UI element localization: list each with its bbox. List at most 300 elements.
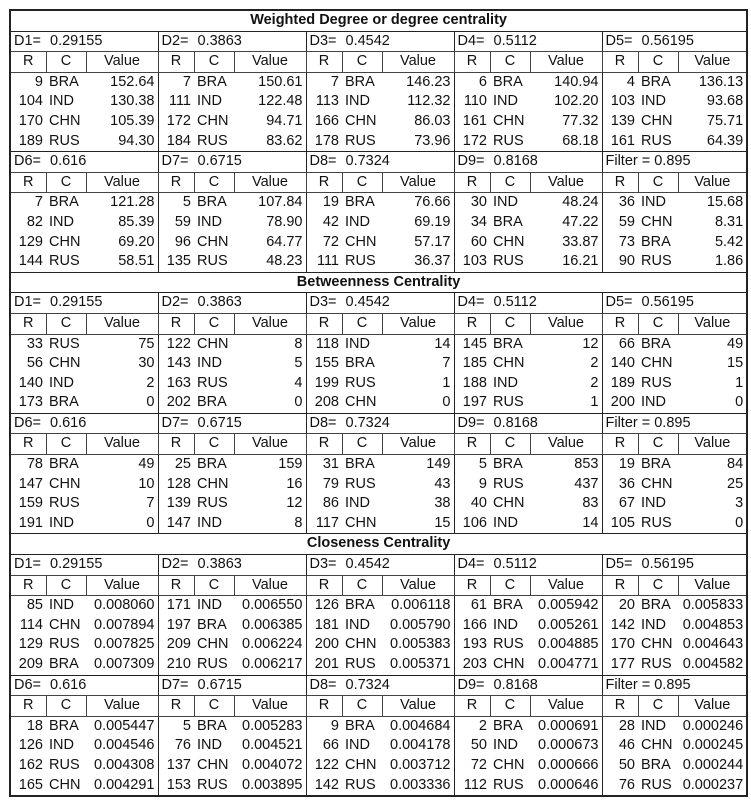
rank-cell: 42 <box>306 213 342 233</box>
value-cell: 122.48 <box>234 92 306 112</box>
country-cell: IND <box>46 514 86 534</box>
country-cell: RUS <box>194 776 234 797</box>
country-cell: IND <box>197 93 222 110</box>
column-header-value: Value <box>382 313 454 334</box>
rank-cell: 103 <box>602 92 638 112</box>
column-header-c: C <box>638 313 678 334</box>
threshold-header <box>454 31 602 52</box>
rank-cell: 142 <box>306 776 342 797</box>
threshold-label: D7= <box>161 414 189 431</box>
rank-cell: 137 <box>158 756 194 776</box>
rank-cell: 147 <box>158 514 194 534</box>
column-header-value: Value <box>382 52 454 73</box>
country-cell: IND <box>493 194 518 211</box>
rank-cell: 129 <box>10 233 46 253</box>
rank-cell: 9 <box>306 716 342 736</box>
rank-cell: 200 <box>602 393 638 413</box>
value-cell: 0.007825 <box>86 635 158 655</box>
rank-cell: 165 <box>10 776 46 797</box>
threshold-header <box>10 555 158 576</box>
threshold-value: 0.5112 <box>493 556 537 573</box>
column-header-r: R <box>306 434 342 455</box>
rank-cell: 61 <box>454 596 490 616</box>
column-header-value: Value <box>382 575 454 596</box>
country-cell: CHN <box>342 514 382 534</box>
rank-cell: 142 <box>602 616 638 636</box>
threshold-label: D5= <box>605 32 633 49</box>
threshold-value: 0.8168 <box>493 414 538 431</box>
country-cell: RUS <box>342 132 382 152</box>
rank-cell: 166 <box>454 616 490 636</box>
value-cell: 0.000246 <box>678 716 747 736</box>
rank-cell: 143 <box>158 354 194 374</box>
country-cell: BRA <box>49 717 79 734</box>
country-cell: CHN <box>197 112 229 129</box>
rank-cell: 145 <box>454 334 490 354</box>
rank-cell: 161 <box>454 112 490 132</box>
threshold-value: 0.56195 <box>641 294 694 311</box>
column-header-value: Value <box>678 313 747 334</box>
rank-cell: 171 <box>158 596 194 616</box>
country-cell: IND <box>194 514 234 534</box>
table-row <box>10 455 747 475</box>
threshold-header <box>158 675 306 696</box>
country-cell: BRA <box>493 456 523 473</box>
threshold-label: D8= <box>309 676 337 693</box>
threshold-value: 0.6715 <box>197 676 242 693</box>
column-header-value: Value <box>382 172 454 193</box>
value-cell: 1 <box>382 374 454 394</box>
rank-cell: 33 <box>10 334 46 354</box>
column-header-value: Value <box>530 313 602 334</box>
value-cell: 0.000691 <box>530 716 602 736</box>
country-cell: IND <box>638 393 678 413</box>
country-cell: RUS <box>342 252 382 272</box>
country-cell: BRA <box>46 655 86 675</box>
column-header-value: Value <box>530 434 602 455</box>
column-header-c: C <box>638 696 678 717</box>
column-header-value: Value <box>86 172 158 193</box>
column-header-c: C <box>194 696 234 717</box>
threshold-label: D3= <box>309 556 337 573</box>
rank-cell: 59 <box>602 213 638 233</box>
country-cell: BRA <box>49 194 79 211</box>
rank-cell: 172 <box>158 112 194 132</box>
country-cell: IND <box>345 737 370 754</box>
table-row <box>10 354 747 374</box>
value-cell: 77.32 <box>530 112 602 132</box>
rank-cell: 200 <box>306 635 342 655</box>
country-cell: CHN <box>49 475 81 492</box>
value-cell: 102.20 <box>530 92 602 112</box>
value-cell: 0.003712 <box>382 756 454 776</box>
rank-cell: 36 <box>602 193 638 213</box>
country-cell: IND <box>49 93 74 110</box>
rank-cell: 34 <box>454 213 490 233</box>
column-header-r: R <box>454 313 490 334</box>
value-cell: 10 <box>86 475 158 495</box>
country-cell: IND <box>345 213 370 230</box>
rank-cell: 117 <box>306 514 342 534</box>
column-header-r: R <box>306 696 342 717</box>
country-cell: IND <box>197 213 222 230</box>
country-cell: BRA <box>345 355 375 372</box>
threshold-header <box>10 31 158 52</box>
rank-cell: 50 <box>454 736 490 756</box>
rank-cell: 163 <box>158 374 194 394</box>
value-cell: 85.39 <box>86 213 158 233</box>
value-cell: 0.000237 <box>678 776 747 797</box>
threshold-label: D6= <box>14 414 42 431</box>
country-cell: BRA <box>493 73 523 90</box>
threshold-value: 0.3863 <box>197 32 242 49</box>
country-cell: IND <box>49 737 74 754</box>
country-cell: RUS <box>197 374 228 391</box>
country-cell: BRA <box>197 616 227 633</box>
value-cell: 94.71 <box>234 112 306 132</box>
country-cell: IND <box>49 597 74 614</box>
section-title-closeness-centrality: Closeness Centrality <box>10 534 747 555</box>
column-header-value: Value <box>86 696 158 717</box>
column-header-c: C <box>46 434 86 455</box>
column-header-r: R <box>602 434 638 455</box>
value-cell: 47.22 <box>530 213 602 233</box>
value-cell: 2 <box>530 354 602 374</box>
section-title-row <box>10 534 747 555</box>
column-header-c: C <box>490 313 530 334</box>
country-cell: CHN <box>49 355 81 372</box>
value-cell: 0.004072 <box>234 756 306 776</box>
threshold-value: 0.7324 <box>345 676 390 693</box>
value-cell: 68.18 <box>530 132 602 152</box>
threshold-header <box>306 293 454 314</box>
country-cell: CHN <box>345 233 377 250</box>
rank-cell: 193 <box>454 635 490 655</box>
threshold-label: D9= <box>457 153 485 170</box>
rank-cell: 139 <box>158 494 194 514</box>
threshold-value: 0.3863 <box>197 294 242 311</box>
rank-cell: 7 <box>306 72 342 92</box>
country-cell: RUS <box>46 132 86 152</box>
value-cell: 2 <box>530 374 602 394</box>
rank-cell: 111 <box>158 92 194 112</box>
column-header-value: Value <box>678 434 747 455</box>
column-header-c: C <box>194 52 234 73</box>
column-header-c: C <box>490 434 530 455</box>
column-header-row <box>10 696 747 717</box>
threshold-value: 0.5112 <box>493 32 537 49</box>
threshold-header <box>306 413 454 434</box>
value-cell: 12 <box>234 494 306 514</box>
threshold-label: D8= <box>309 153 337 170</box>
threshold-label: D2= <box>161 32 189 49</box>
country-cell: BRA <box>345 456 375 473</box>
country-cell: RUS <box>49 756 80 773</box>
rank-cell: 112 <box>454 776 490 797</box>
value-cell: 0.004546 <box>86 736 158 756</box>
country-cell: CHN <box>490 655 530 675</box>
rank-cell: 210 <box>158 655 194 675</box>
rank-cell: 129 <box>10 635 46 655</box>
threshold-header-row <box>10 675 747 696</box>
threshold-value: 0.56195 <box>641 556 694 573</box>
value-cell: 75.71 <box>678 112 747 132</box>
column-header-row <box>10 575 747 596</box>
table-row <box>10 475 747 495</box>
column-header-c: C <box>46 172 86 193</box>
rank-cell: 5 <box>158 716 194 736</box>
threshold-value: 0.56195 <box>641 32 694 49</box>
country-cell: BRA <box>641 233 671 250</box>
country-cell: CHN <box>345 756 377 773</box>
rank-cell: 72 <box>454 756 490 776</box>
value-cell: 140.94 <box>530 72 602 92</box>
value-cell: 8 <box>234 334 306 354</box>
threshold-header <box>158 413 306 434</box>
rank-cell: 60 <box>454 233 490 253</box>
column-header-r: R <box>454 172 490 193</box>
column-header-value: Value <box>234 313 306 334</box>
value-cell: 7 <box>86 494 158 514</box>
column-header-c: C <box>46 52 86 73</box>
column-header-c: C <box>638 52 678 73</box>
value-cell: 0.004684 <box>382 716 454 736</box>
table-row <box>10 374 747 394</box>
rank-cell: 202 <box>158 393 194 413</box>
threshold-header <box>602 413 747 434</box>
value-cell: 16.21 <box>530 252 602 272</box>
rank-cell: 140 <box>10 374 46 394</box>
value-cell: 2 <box>86 374 158 394</box>
country-cell: RUS <box>638 252 678 272</box>
country-cell: RUS <box>197 495 228 512</box>
threshold-value: 0.8168 <box>493 153 538 170</box>
value-cell: 0.000673 <box>530 736 602 756</box>
country-cell: RUS <box>345 374 376 391</box>
threshold-header-row <box>10 555 747 576</box>
rank-cell: 208 <box>306 393 342 413</box>
column-header-c: C <box>490 172 530 193</box>
rank-cell: 172 <box>454 132 490 152</box>
value-cell: 64.77 <box>234 233 306 253</box>
threshold-value: 0.29155 <box>50 294 103 311</box>
value-cell: 3 <box>678 494 747 514</box>
column-header-value: Value <box>530 172 602 193</box>
threshold-label: Filter = 0.895 <box>605 153 691 170</box>
country-cell: IND <box>345 335 370 352</box>
rank-cell: 7 <box>10 193 46 213</box>
column-header-c: C <box>342 696 382 717</box>
column-header-value: Value <box>86 313 158 334</box>
column-header-r: R <box>10 313 46 334</box>
rank-cell: 9 <box>10 72 46 92</box>
value-cell: 0.006550 <box>234 596 306 616</box>
value-cell: 0 <box>678 393 747 413</box>
value-cell: 0.004771 <box>530 655 602 675</box>
column-header-value: Value <box>234 52 306 73</box>
column-header-r: R <box>602 575 638 596</box>
column-header-r: R <box>158 434 194 455</box>
country-cell: BRA <box>197 717 227 734</box>
value-cell: 14 <box>530 514 602 534</box>
country-cell: BRA <box>194 393 234 413</box>
table-row <box>10 252 747 272</box>
threshold-label: D2= <box>161 294 189 311</box>
rank-cell: 36 <box>602 475 638 495</box>
rank-cell: 66 <box>602 334 638 354</box>
column-header-c: C <box>46 313 86 334</box>
rank-cell: 7 <box>158 72 194 92</box>
threshold-label: D5= <box>605 556 633 573</box>
threshold-value: 0.616 <box>50 414 87 431</box>
rank-cell: 9 <box>454 475 490 495</box>
value-cell: 0.005383 <box>382 635 454 655</box>
table-row <box>10 393 747 413</box>
country-cell: BRA <box>493 717 523 734</box>
value-cell: 105.39 <box>86 112 158 132</box>
country-cell: RUS <box>490 252 530 272</box>
value-cell: 33.87 <box>530 233 602 253</box>
table-row <box>10 92 747 112</box>
value-cell: 0 <box>86 393 158 413</box>
threshold-value: 0.29155 <box>50 556 103 573</box>
value-cell: 149 <box>382 455 454 475</box>
value-cell: 0.004521 <box>234 736 306 756</box>
column-header-value: Value <box>234 575 306 596</box>
country-cell: RUS <box>493 475 524 492</box>
column-header-r: R <box>10 434 46 455</box>
section-title-weighted-degree-or-degree-centrality: Weighted Degree or degree centrality <box>10 10 747 31</box>
rank-cell: 139 <box>602 112 638 132</box>
country-cell: RUS <box>49 335 80 352</box>
value-cell: 0.006118 <box>382 596 454 616</box>
threshold-value: 0.7324 <box>345 153 390 170</box>
rank-cell: 203 <box>454 655 490 675</box>
section-title-betweenness-centrality: Betweenness Centrality <box>10 272 747 293</box>
threshold-header-row <box>10 293 747 314</box>
value-cell: 8 <box>234 514 306 534</box>
rank-cell: 59 <box>158 213 194 233</box>
value-cell: 0.004885 <box>530 635 602 655</box>
column-header-value: Value <box>382 434 454 455</box>
column-header-value: Value <box>678 696 747 717</box>
value-cell: 152.64 <box>86 72 158 92</box>
rank-cell: 147 <box>10 475 46 495</box>
column-header-row <box>10 172 747 193</box>
rank-cell: 189 <box>602 374 638 394</box>
rank-cell: 153 <box>158 776 194 797</box>
rank-cell: 197 <box>454 393 490 413</box>
column-header-value: Value <box>234 696 306 717</box>
country-cell: BRA <box>493 335 523 352</box>
rank-cell: 18 <box>10 716 46 736</box>
column-header-value: Value <box>678 575 747 596</box>
country-cell: IND <box>493 374 518 391</box>
value-cell: 12 <box>530 334 602 354</box>
threshold-label: D1= <box>14 294 42 311</box>
column-header-r: R <box>454 52 490 73</box>
threshold-label: D1= <box>14 556 42 573</box>
value-cell: 0.004643 <box>678 635 747 655</box>
threshold-header <box>10 152 158 173</box>
column-header-c: C <box>342 575 382 596</box>
country-cell: RUS <box>490 393 530 413</box>
country-cell: CHN <box>493 233 525 250</box>
country-cell: RUS <box>638 132 678 152</box>
value-cell: 0.007894 <box>86 616 158 636</box>
value-cell: 75 <box>86 334 158 354</box>
rank-cell: 177 <box>602 655 638 675</box>
rank-cell: 5 <box>454 455 490 475</box>
rank-cell: 104 <box>10 92 46 112</box>
table-row <box>10 494 747 514</box>
rank-cell: 72 <box>306 233 342 253</box>
threshold-header <box>602 152 747 173</box>
threshold-header <box>158 31 306 52</box>
value-cell: 0 <box>382 393 454 413</box>
value-cell: 49 <box>678 334 747 354</box>
value-cell: 0.005833 <box>678 596 747 616</box>
rank-cell: 191 <box>10 514 46 534</box>
threshold-label: D4= <box>457 556 485 573</box>
rank-cell: 78 <box>10 455 46 475</box>
value-cell: 86.03 <box>382 112 454 132</box>
column-header-c: C <box>638 434 678 455</box>
column-header-value: Value <box>86 52 158 73</box>
value-cell: 0.006385 <box>234 616 306 636</box>
table-row <box>10 132 747 152</box>
threshold-label: D8= <box>309 414 337 431</box>
threshold-label: D9= <box>457 676 485 693</box>
value-cell: 0.005447 <box>86 716 158 736</box>
country-cell: CHN <box>197 233 229 250</box>
value-cell: 0.005942 <box>530 596 602 616</box>
country-cell: RUS <box>194 132 234 152</box>
table-row <box>10 635 747 655</box>
threshold-header <box>454 152 602 173</box>
column-header-r: R <box>306 172 342 193</box>
value-cell: 5.42 <box>678 233 747 253</box>
value-cell: 38 <box>382 494 454 514</box>
country-cell: IND <box>49 213 74 230</box>
country-cell: IND <box>490 514 530 534</box>
threshold-label: D4= <box>457 32 485 49</box>
value-cell: 0.004178 <box>382 736 454 756</box>
value-cell: 15 <box>382 514 454 534</box>
rank-cell: 73 <box>602 233 638 253</box>
column-header-value: Value <box>530 575 602 596</box>
rank-cell: 189 <box>10 132 46 152</box>
threshold-value: 0.8168 <box>493 676 538 693</box>
country-cell: RUS <box>194 655 234 675</box>
rank-cell: 2 <box>454 716 490 736</box>
rank-cell: 28 <box>602 716 638 736</box>
rank-cell: 114 <box>10 616 46 636</box>
rank-cell: 181 <box>306 616 342 636</box>
threshold-value: 0.616 <box>50 676 87 693</box>
threshold-header <box>10 675 158 696</box>
table-row <box>10 596 747 616</box>
country-cell: CHN <box>493 355 525 372</box>
column-header-r: R <box>306 575 342 596</box>
rank-cell: 6 <box>454 72 490 92</box>
value-cell: 69.19 <box>382 213 454 233</box>
value-cell: 121.28 <box>86 193 158 213</box>
column-header-r: R <box>306 313 342 334</box>
value-cell: 64.39 <box>678 132 747 152</box>
threshold-header <box>454 413 602 434</box>
rank-cell: 103 <box>454 252 490 272</box>
